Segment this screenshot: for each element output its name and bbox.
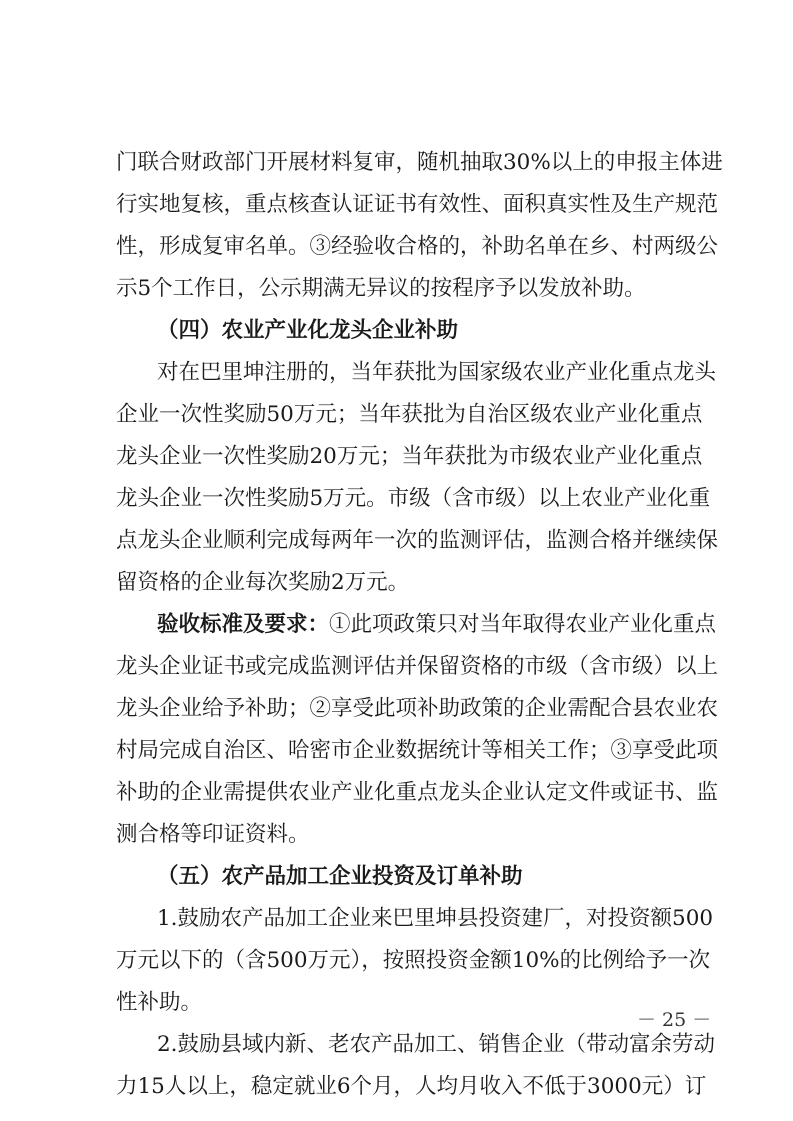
body-line: 测合格等印证资料。 — [116, 822, 310, 847]
body-line: 对在巴里坤注册的，当年获批为国家级农业产业化重点龙头 — [157, 360, 717, 385]
requirements-label: 验收标准及要求： — [157, 612, 330, 637]
body-line: 2.鼓励县域内新、老农产品加工、销售企业（带动富余劳动 — [157, 1032, 716, 1057]
body-line: 1.鼓励农产品加工企业来巴里坤县投资建厂，对投资额500 — [157, 906, 714, 931]
body-line: 性，形成复审名单。③经验收合格的，补助名单在乡、村两级公 — [116, 234, 719, 259]
section-heading-4: （四）农业产业化龙头企业补助 — [157, 318, 459, 343]
body-line: 龙头企业一次性奖励20万元；当年获批为市级农业产业化重点 — [116, 444, 703, 469]
page-number: － 25 － — [637, 1009, 712, 1031]
body-line: 行实地复核，重点核查认证证书有效性、面积真实性及生产规范 — [116, 192, 719, 217]
body-line: 补助的企业需提供农业产业化重点龙头企业认定文件或证书、监 — [116, 780, 719, 805]
body-line: 村局完成自治区、哈密市企业数据统计等相关工作；③享受此项 — [116, 738, 719, 763]
body-line: 示5个工作日，公示期满无异议的按程序予以发放补助。 — [116, 276, 646, 301]
requirements-text: ①此项政策只对当年取得农业产业化重点 — [329, 612, 717, 637]
section-heading-5: （五）农产品加工企业投资及订单补助 — [157, 864, 523, 889]
requirements-line — [157, 607, 717, 643]
body-line: 门联合财政部门开展材料复审，随机抽取30%以上的申报主体进 — [116, 150, 723, 175]
body-line: 龙头企业给予补助；②享受此项补助政策的企业需配合县农业农 — [116, 696, 719, 721]
body-line: 万元以下的（含500万元），按照投资金额10%的比例给予一次 — [116, 948, 711, 973]
body-line: 龙头企业证书或完成监测评估并保留资格的市级（含市级）以上 — [116, 654, 719, 679]
body-line: 企业一次性奖励50万元；当年获批为自治区级农业产业化重点 — [116, 402, 703, 427]
body-line: 龙头企业一次性奖励5万元。市级（含市级）以上农业产业化重 — [116, 486, 711, 511]
body-line: 点龙头企业顺利完成每两年一次的监测评估，监测合格并继续保 — [116, 528, 719, 553]
body-line: 力15人以上，稳定就业6个月，人均月收入不低于3000元）订 — [116, 1074, 707, 1099]
body-line: 留资格的企业每次奖励2万元。 — [116, 570, 410, 595]
body-line: 性补助。 — [116, 990, 203, 1015]
